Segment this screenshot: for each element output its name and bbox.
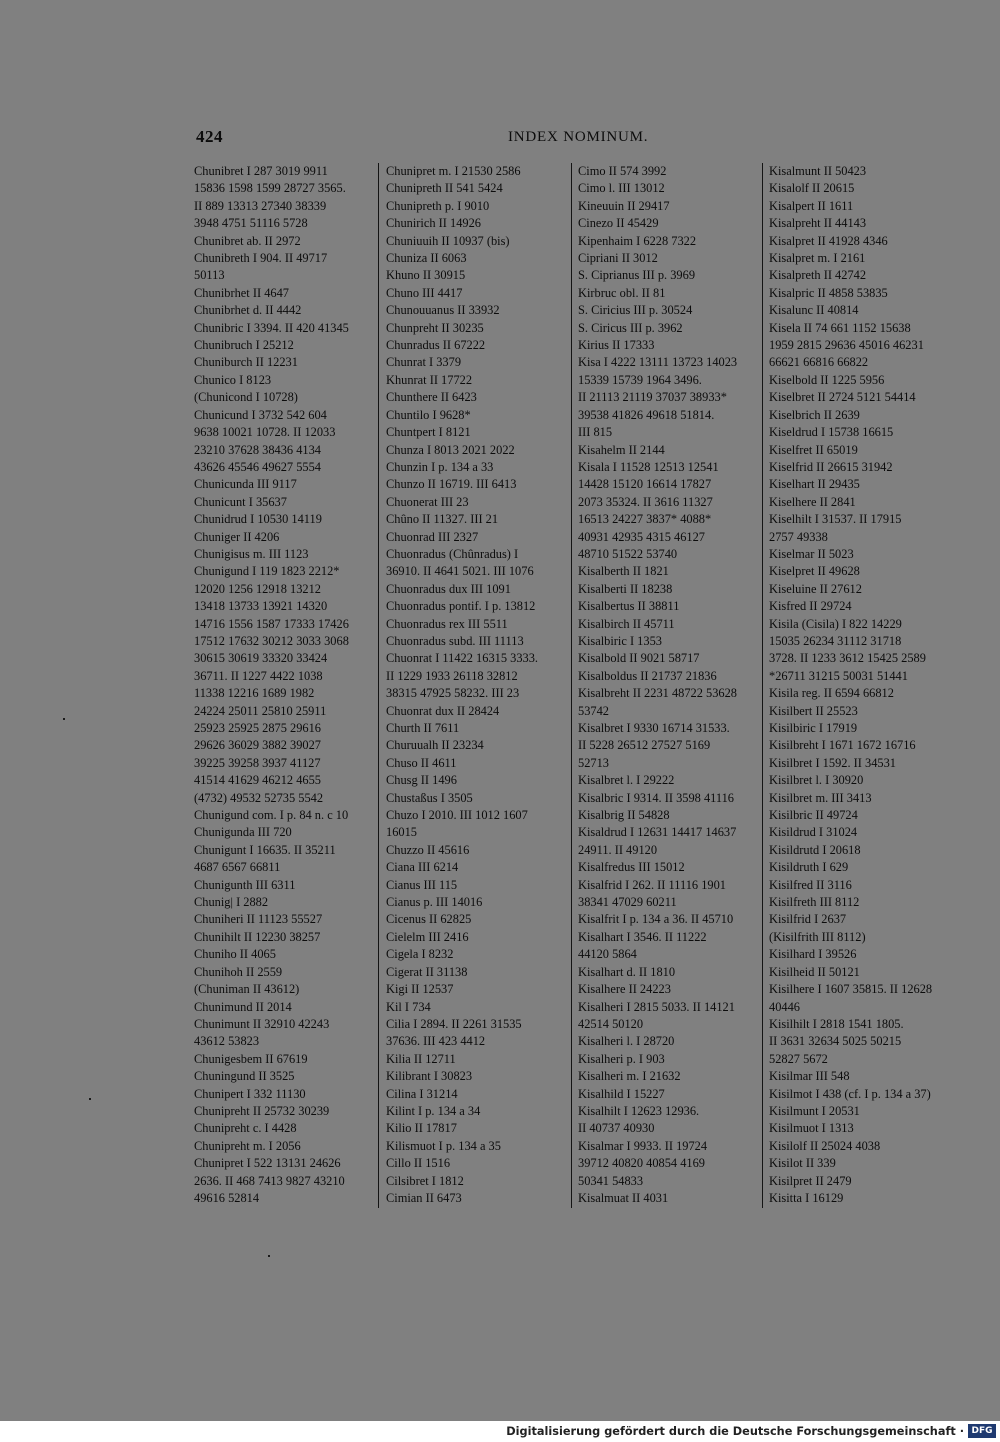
index-entry-line: *26711 31215 50031 51441	[769, 668, 908, 683]
index-entry-line: II 889 13313 27340 38339	[194, 198, 327, 213]
index-entry-line: 3948 4751 51116 5728	[194, 216, 308, 231]
index-entry-line: Chunirich II 14926	[386, 216, 481, 231]
index-entry-line: 29626 36029 3882 39027	[194, 738, 322, 753]
index-entry-line: Kisalfredus III 15012	[578, 860, 685, 875]
index-entry-line: Chuntilo I 9628*	[386, 407, 471, 422]
index-entry-line: Kiselbrich II 2639	[769, 407, 860, 422]
index-entry-line: II 21113 21119 37037 38933*	[578, 390, 727, 405]
index-entry-line: Chuonerat III 23	[386, 494, 469, 509]
index-entry-line: Kisitta I 16129	[769, 1190, 844, 1205]
index-entry-line: 15035 26234 31112 31718	[769, 633, 902, 648]
index-entry-line: Kilia II 12711	[386, 1051, 456, 1066]
index-entry-line: Chunicunt I 35637	[194, 494, 287, 509]
index-entry-line: Kisalpert II 1611	[769, 198, 854, 213]
index-entry-line: Kisalbric I 9314. II 3598 41116	[578, 790, 735, 805]
index-entry-line: Chunig| I 2882	[194, 895, 269, 910]
index-entry-line: Chuonradus rex III 5511	[386, 616, 508, 631]
index-entry-line: Chunipert I 332 11130	[194, 1086, 306, 1101]
index-entry-line: 16513 24227 3837* 4088*	[578, 512, 712, 527]
index-entry-line: Chunpreht II 30235	[386, 320, 484, 335]
index-entry-line: Cianus III 115	[386, 877, 458, 892]
index-entry-line: Chunipreht c. I 4428	[194, 1121, 297, 1136]
index-entry-line: Chunibric I 3394. II 420 41345	[194, 320, 349, 335]
index-entry-line: Chunzin I p. 134 a 33	[386, 459, 494, 474]
index-entry-line: Kisalmunt II 50423	[769, 164, 867, 178]
index-entry-line: Kisalboldus II 21737 21836	[578, 668, 717, 683]
index-entry-line: Kisala I 11528 12513 12541	[578, 459, 719, 474]
index-entry-line: Kisalfrid I 262. II 11116 1901	[578, 877, 726, 892]
index-entry-line: Chunrat I 3379	[386, 355, 462, 370]
index-entry-line: Chunigund I 119 1823 2212*	[194, 564, 340, 579]
index-entry-line: Kisalbold II 9021 58717	[578, 651, 700, 666]
index-entry-line: 12020 1256 12918 13212	[194, 581, 322, 596]
index-entry-line: Kirbruc obl. II 81	[578, 285, 666, 300]
index-entry-line: Kisilfred II 3116	[769, 877, 852, 892]
index-entry-line: Cilina I 31214	[386, 1086, 458, 1101]
index-entry-line: 36711. II 1227 4422 1038	[194, 668, 323, 683]
index-entry-line: 42514 50120	[578, 1016, 644, 1031]
index-entry-line: Kiselpret II 49628	[769, 564, 860, 579]
index-entry-line: Chunicunda III 9117	[194, 477, 297, 492]
index-entry-line: Chuonradus pontif. I p. 13812	[386, 599, 536, 614]
index-entry-line: Chunipret I 522 13131 24626	[194, 1156, 341, 1171]
index-entry-line: 39225 39258 3937 41127	[194, 755, 321, 770]
index-entry-line: Kirius II 17333	[578, 338, 655, 353]
index-entry-line: Kisilhilt I 2818 1541 1805.	[769, 1016, 904, 1031]
index-entry-line: Chustaßus I 3505	[386, 790, 473, 805]
scan-speck	[63, 718, 65, 720]
index-entry-line: Kiselbold II 1225 5956	[769, 372, 885, 387]
index-entry-line: Chunradus II 67222	[386, 338, 486, 353]
index-entry-line: Kisalbertus II 38811	[578, 599, 680, 614]
index-entry-line: Chunza I 8013 2021 2022	[386, 442, 515, 457]
index-entry-line: Chuonradus subd. III 11113	[386, 633, 524, 648]
index-entry-line: Chusg II 1496	[386, 773, 457, 788]
index-entry-line: Chuningund II 3525	[194, 1069, 295, 1084]
index-entry-line: Chuniza II 6063	[386, 251, 467, 266]
index-entry-line: 39712 40820 40854 4169	[578, 1156, 706, 1171]
index-entry-line: Chunigunda III 720	[194, 825, 292, 840]
index-entry-line: Kisilbert II 25523	[769, 703, 858, 718]
index-entry-line: Chunigunth III 6311	[194, 877, 296, 892]
index-entry-line: Kisildruth I 629	[769, 860, 849, 875]
index-entry-line: 3728. II 1233 3612 15425 2589	[769, 651, 926, 666]
index-entry-line: Chunthere II 6423	[386, 390, 477, 405]
index-entry-line: Kisilmot I 438 (cf. I p. 134 a 37)	[769, 1086, 931, 1101]
index-entry-line: 48710 51522 53740	[578, 546, 678, 561]
index-entry-line: Cicenus II 62825	[386, 912, 472, 927]
index-entry-line: Kisalbret I 9330 16714 31533.	[578, 721, 730, 735]
index-entry-line: Kisilmar III 548	[769, 1069, 850, 1084]
index-entry-line: 44120 5864	[578, 947, 637, 962]
index-entry-line: Chuniger II 4206	[194, 529, 280, 544]
index-entry-line: Chunibret I 287 3019 9911	[194, 164, 328, 178]
index-entry-line: Chuonrat dux II 28424	[386, 703, 500, 718]
index-entry-line: (Kisilfrith III 8112)	[769, 929, 866, 944]
index-entry-line: Cilsibret I 1812	[386, 1173, 464, 1188]
index-entry-line: 49616 52814	[194, 1190, 260, 1205]
index-entry-line: Cimo l. III 13012	[578, 181, 665, 196]
index-entry-line: 17512 17632 30212 3033 3068	[194, 633, 349, 648]
index-entry-line: Kisila reg. II 6594 66812	[769, 686, 894, 701]
index-entry-line: Kisalbreht II 2231 48722 53628	[578, 686, 737, 701]
index-entry-line: 66621 66816 66822	[769, 355, 869, 370]
index-entry-line: Kisalmar I 9933. II 19724	[578, 1138, 708, 1153]
index-entry-line: Chunidrud I 10530 14119	[194, 512, 322, 527]
index-entry-line: Cielelm III 2416	[386, 929, 469, 944]
index-entry-line: Kisalheri p. I 903	[578, 1051, 665, 1066]
index-entry-line: Kisilhere I 1607 35815. II 12628	[769, 982, 933, 997]
index-entry-line: Khunrat II 17722	[386, 372, 473, 387]
index-entry-line: Kiselfrid II 26615 31942	[769, 459, 893, 474]
index-entry-line: Cigerat II 31138	[386, 964, 468, 979]
index-entry-line: 30615 30619 33320 33424	[194, 651, 328, 666]
index-entry-line: 39538 41826 49618 51814.	[578, 407, 715, 422]
index-entry-line: 24911. II 49120	[578, 842, 658, 857]
index-entry-line: Kisilot II 339	[769, 1156, 836, 1171]
index-entry-line: II 5228 26512 27527 5169	[578, 738, 711, 753]
index-entry-line: Kisalpret m. I 2161	[769, 251, 866, 266]
index-entry-line: Chuniho II 4065	[194, 947, 276, 962]
index-entry-line: Chunihoh II 2559	[194, 964, 283, 979]
index-entry-line: 2757 49338	[769, 529, 828, 544]
index-entry-line: Kiseldrud I 15738 16615	[769, 425, 894, 440]
index-entry-line: Kisilmuot I 1313	[769, 1121, 854, 1136]
index-entry-line: Kisalhart I 3546. II 11222	[578, 929, 707, 944]
index-entry-line: Kisalunc II 40814	[769, 303, 859, 318]
index-entry-line: Kisilhard I 39526	[769, 947, 857, 962]
index-entry-line: 37636. III 423 4412	[386, 1034, 486, 1049]
index-entry-line: Kisildrud I 31024	[769, 825, 858, 840]
index-entry-line: Chûno II 11327. III 21	[386, 512, 499, 527]
index-entry-line: 43612 53823	[194, 1034, 260, 1049]
index-entry-line: Kisalberti II 18238	[578, 581, 673, 596]
index-entry-line: II 40737 40930	[578, 1121, 655, 1136]
column-divider	[571, 163, 572, 1208]
index-entry-line: Kisilbret l. I 30920	[769, 773, 864, 788]
index-entry-line: 15836 1598 1599 28727 3565.	[194, 181, 346, 196]
index-entry-line: Kisilolf II 25024 4038	[769, 1138, 881, 1153]
index-entry-line: Kil I 734	[386, 999, 431, 1014]
index-entry-line: 2636. II 468 7413 9827 43210	[194, 1173, 345, 1188]
column-divider	[762, 163, 763, 1208]
index-entry-line: Cinezo II 45429	[578, 216, 659, 231]
index-entry-line: Chuonradus (Chûnradus) I	[386, 546, 519, 561]
index-entry-line: Kilio II 17817	[386, 1121, 457, 1136]
index-entry-line: 52713	[578, 755, 609, 770]
index-entry-line: Cillo II 1516	[386, 1156, 451, 1171]
index-entry-line: 14716 1556 1587 17333 17426	[194, 616, 349, 631]
index-entry-line: Kisalfrit I p. 134 a 36. II 45710	[578, 912, 734, 927]
index-entry-line: Kisalbrig II 54828	[578, 808, 670, 823]
index-entry-line: (Chuniman II 43612)	[194, 982, 300, 997]
index-entry-line: Cianus p. III 14016	[386, 895, 483, 910]
index-entry-line: 16015	[386, 825, 417, 840]
index-entry-line: Kisilbric II 49724	[769, 808, 858, 823]
index-entry-line: Chunzo II 16719. III 6413	[386, 477, 517, 492]
index-entry-line: S. Ciricius III p. 30524	[578, 303, 693, 318]
index-entry-line: Kiselhilt I 31537. II 17915	[769, 512, 902, 527]
index-entry-line: Chunico I 8123	[194, 372, 272, 387]
index-entry-line: Chunimund II 2014	[194, 999, 292, 1014]
page-number: 424	[196, 127, 223, 146]
index-entry-line: Chuonrat I 11422 16315 3333.	[386, 651, 539, 666]
index-entry-line: Kilismuot I p. 134 a 35	[386, 1138, 501, 1153]
index-entry-line: Kisilbreht I 1671 1672 16716	[769, 738, 916, 753]
index-entry-line: Chuniuuih II 10937 (bis)	[386, 233, 510, 248]
index-entry-line: Churuualh II 23234	[386, 738, 484, 753]
index-entry-line: 41514 41629 46212 4655	[194, 773, 322, 788]
index-entry-line: Chunigund com. I p. 84 n. c 10	[194, 808, 349, 823]
index-entry-line: Kisahelm II 2144	[578, 442, 665, 457]
index-entry-line: Chuniburch II 12231	[194, 355, 298, 370]
index-entry-line: 11338 12216 1689 1982	[194, 686, 315, 701]
index-entry-line: Kisalbiric I 1353	[578, 633, 662, 648]
index-entry-line: Kisalbret l. I 29222	[578, 773, 675, 788]
index-entry-line: Kiselhere II 2841	[769, 494, 856, 509]
index-entry-line: S. Ciricus III p. 3962	[578, 320, 683, 335]
index-entry-line: 25923 25925 2875 29616	[194, 721, 322, 735]
index-entry-line: 36910. II 4641 5021. III 1076	[386, 564, 534, 579]
index-entry-line: Chunipreth p. I 9010	[386, 198, 490, 213]
index-entry-line: Cilia I 2894. II 2261 31535	[386, 1016, 522, 1031]
index-entry-line: Kiselfret II 65019	[769, 442, 858, 457]
index-entry-line: Chuniheri II 11123 55527	[194, 912, 323, 927]
index-column-2	[386, 163, 568, 1207]
index-entry-line: Chunigesbem II 67619	[194, 1051, 308, 1066]
index-entry-line: 43626 45546 49627 5554	[194, 459, 322, 474]
index-entry-line: Chuso II 4611	[386, 755, 457, 770]
index-entry-line: Chuonradus dux III 1091	[386, 581, 511, 596]
index-entry-line: Chunicund I 3732 542 604	[194, 407, 327, 422]
index-column-4	[769, 163, 949, 1207]
index-entry-line: Chunigisus m. III 1123	[194, 546, 309, 561]
funding-note: Digitalisierung gefördert durch die Deutsche Forschungsgemeinschaft ·	[506, 1425, 964, 1438]
index-entry-line: Kiseluine II 27612	[769, 581, 862, 596]
index-entry-line: II 1229 1933 26118 32812	[386, 668, 518, 683]
index-entry-line: 13418 13733 13921 14320	[194, 599, 328, 614]
index-entry-line: Kisfred II 29724	[769, 599, 852, 614]
index-entry-line: Kisalpreht II 44143	[769, 216, 867, 231]
index-entry-line: Chuntpert I 8121	[386, 425, 471, 440]
index-entry-line: Chunihilt II 12230 38257	[194, 929, 321, 944]
index-entry-line: Chunipreht II 25732 30239	[194, 1103, 330, 1118]
index-entry-line: Cipriani II 3012	[578, 251, 658, 266]
index-entry-line: 52827 5672	[769, 1051, 828, 1066]
index-entry-line: S. Ciprianus III p. 3969	[578, 268, 696, 283]
scan-speck	[89, 1098, 91, 1100]
index-entry-line: Kipenhaim I 6228 7322	[578, 233, 697, 248]
index-entry-line: 24224 25011 25810 25911	[194, 703, 327, 718]
index-entry-line: Cigela I 8232	[386, 947, 454, 962]
index-entry-line: Cimian II 6473	[386, 1190, 462, 1205]
index-entry-line: III 815	[578, 425, 613, 440]
index-entry-line: Khuno II 30915	[386, 268, 466, 283]
column-divider	[378, 163, 379, 1208]
index-entry-line: (Chunicond I 10728)	[194, 390, 298, 405]
index-entry-line: Kisilbret I 1592. II 34531	[769, 755, 896, 770]
index-entry-line: Chunibruch I 25212	[194, 338, 294, 353]
index-entry-line: Chunigunt I 16635. II 35211	[194, 842, 336, 857]
index-entry-line: 53742	[578, 703, 609, 718]
index-entry-line: Chunouuanus II 33932	[386, 303, 500, 318]
index-entry-line: 23210 37628 38436 4134	[194, 442, 322, 457]
index-entry-line: 15339 15739 1964 3496.	[578, 372, 702, 387]
index-entry-line: Kisela II 74 661 1152 15638	[769, 320, 911, 335]
index-entry-line: Kisa I 4222 13111 13723 14023	[578, 355, 738, 370]
index-entry-line: Kisilheid II 50121	[769, 964, 860, 979]
index-entry-line: Ciana III 6214	[386, 860, 459, 875]
index-entry-line: 50113	[194, 268, 225, 283]
index-entry-line: 38315 47925 58232. III 23	[386, 686, 520, 701]
index-entry-line: 1959 2815 29636 45016 46231	[769, 338, 924, 353]
index-entry-line: Kiselmar II 5023	[769, 546, 854, 561]
index-entry-line: Kilibrant I 30823	[386, 1069, 473, 1084]
index-entry-line: Kisalpret II 41928 4346	[769, 233, 888, 248]
index-entry-line: 40446	[769, 999, 800, 1014]
index-entry-line: Kisilfreth III 8112	[769, 895, 860, 910]
index-entry-line: Churth II 7611	[386, 721, 460, 735]
index-entry-line: Chunipreht m. I 2056	[194, 1138, 301, 1153]
index-entry-line: Kisalhild I 15227	[578, 1086, 665, 1101]
index-entry-line: Chunibrhet d. II 4442	[194, 303, 302, 318]
index-entry-line: Cimo II 574 3992	[578, 164, 667, 178]
dfg-logo: DFG	[968, 1424, 996, 1438]
index-entry-line: (4732) 49532 52735 5542	[194, 790, 324, 805]
index-entry-line: Kisalolf II 20615	[769, 181, 855, 196]
index-column-3	[578, 163, 758, 1207]
index-entry-line: Chuonrad III 2327	[386, 529, 479, 544]
index-entry-line: Kiselbret II 2724 5121 54414	[769, 390, 916, 405]
index-entry-line: Kisildrutd I 20618	[769, 842, 861, 857]
index-entry-line: 38341 47029 60211	[578, 895, 677, 910]
index-entry-line: II 3631 32634 5025 50215	[769, 1034, 902, 1049]
index-entry-line: Kisilmunt I 20531	[769, 1103, 860, 1118]
index-entry-line: Kisilbiric I 17919	[769, 721, 858, 735]
index-entry-line: Chunibreth I 904. II 49717	[194, 251, 328, 266]
index-entry-line: Kisalhilt I 12623 12936.	[578, 1103, 700, 1118]
scan-speck	[268, 1255, 270, 1257]
running-title: INDEX NOMINUM.	[508, 129, 649, 145]
index-entry-line: 50341 54833	[578, 1173, 644, 1188]
index-entry-line: 9638 10021 10728. II 12033	[194, 425, 336, 440]
index-entry-line: Kiselhart II 29435	[769, 477, 860, 492]
index-entry-line: Chuno III 4417	[386, 285, 463, 300]
index-entry-line: Kineuuin II 29417	[578, 198, 670, 213]
index-column-1	[194, 163, 374, 1207]
index-entry-line: Kisalbirch II 45711	[578, 616, 675, 631]
index-entry-line: Chuzo I 2010. III 1012 1607	[386, 808, 528, 823]
index-entry-line: Kisalmuat II 4031	[578, 1190, 669, 1205]
index-entry-line: Chunibret ab. II 2972	[194, 233, 301, 248]
index-entry-line: Chunipreth II 541 5424	[386, 181, 503, 196]
index-entry-line: Chunimunt II 32910 42243	[194, 1016, 330, 1031]
index-entry-line: Kisalpric II 4858 53835	[769, 285, 888, 300]
index-entry-line: Chunibrhet II 4647	[194, 285, 289, 300]
index-entry-line: 40931 42935 4315 46127	[578, 529, 706, 544]
index-entry-line: Kisilbret m. III 3413	[769, 790, 872, 805]
index-entry-line: Kisalheri l. I 28720	[578, 1034, 675, 1049]
index-entry-line: Chuzzo II 45616	[386, 842, 470, 857]
index-entry-line: Kigi II 12537	[386, 982, 454, 997]
index-entry-line: Kisilpret II 2479	[769, 1173, 852, 1188]
index-entry-line: Kisalhere II 24223	[578, 982, 671, 997]
index-entry-line: Kisalpreth II 42742	[769, 268, 867, 283]
index-entry-line: Kisilfrid I 2637	[769, 912, 847, 927]
index-entry-line: Kisalheri m. I 21632	[578, 1069, 681, 1084]
index-entry-line: Kisalheri I 2815 5033. II 14121	[578, 999, 735, 1014]
index-entry-line: Kisila (Cisila) I 822 14229	[769, 616, 902, 631]
index-entry-line: Kisalberth II 1821	[578, 564, 669, 579]
index-entry-line: 14428 15120 16614 17827	[578, 477, 712, 492]
index-entry-line: 4687 6567 66811	[194, 860, 281, 875]
index-entry-line: Kisaldrud I 12631 14417 14637	[578, 825, 737, 840]
index-entry-line: Kilint I p. 134 a 34	[386, 1103, 481, 1118]
index-entry-line: 2073 35324. II 3616 11327	[578, 494, 713, 509]
index-entry-line: Chunipret m. I 21530 2586	[386, 164, 521, 178]
index-entry-line: Kisalhart d. II 1810	[578, 964, 676, 979]
